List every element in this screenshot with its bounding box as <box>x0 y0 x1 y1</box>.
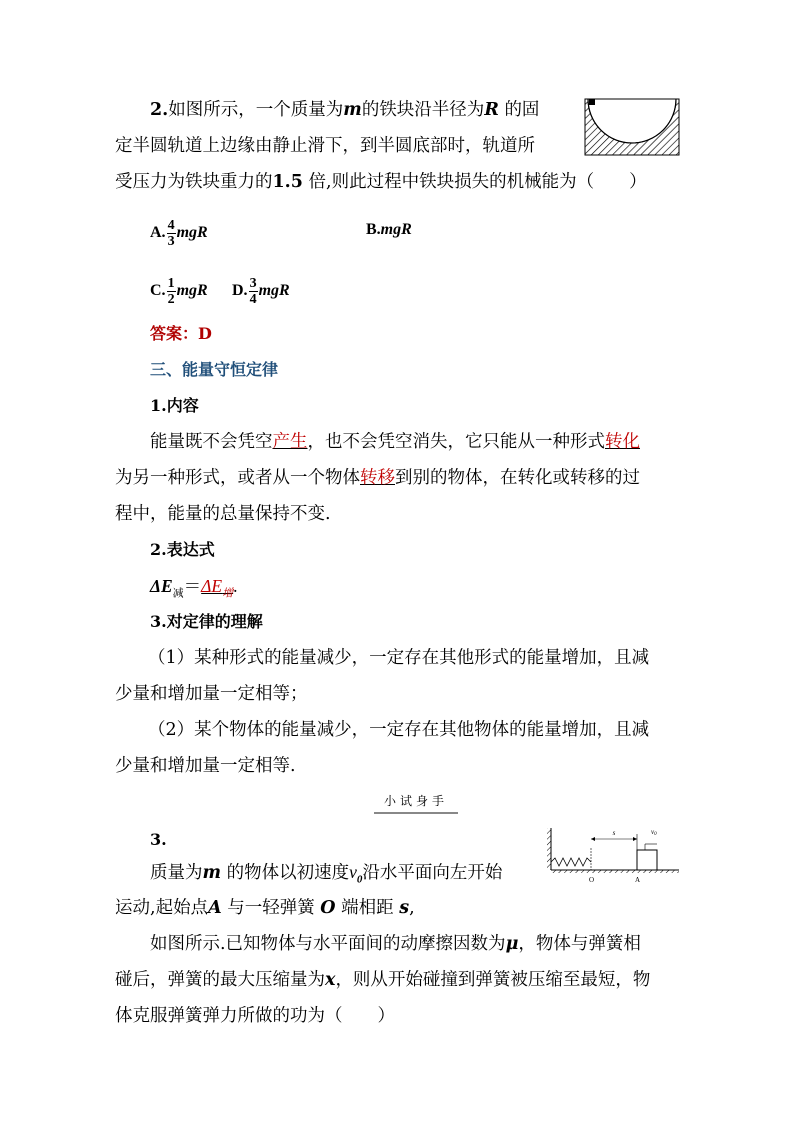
q3-line-5: 体克服弹簧弹力所做的功为（ ） <box>115 1006 395 1026</box>
expression: $\Delta E_减=\Delta E_增$. <box>150 576 238 600</box>
spring-block-figure <box>545 824 681 884</box>
understanding-1a: （1）某种形式的能量减少，一定存在其他形式的能量增加，且减 <box>148 648 650 668</box>
svg-text:v0: v0 <box>651 828 657 837</box>
spring <box>551 858 591 866</box>
q3-line-4: 碰后，弹簧的最大压缩量为x，则从开始碰撞到弹簧被压缩至最短，物 <box>115 970 651 990</box>
blank-expression: $\Delta E_增$ <box>201 576 234 600</box>
blank-transfer: 转移 <box>360 468 395 488</box>
option-a[interactable]: A. $\frac{4}{3}$ mgR <box>150 218 208 249</box>
q2-line-1: 2.如图所示，一个质量为m的铁块沿半径为R 的固 <box>150 100 540 120</box>
svg-text:O: O <box>589 876 595 884</box>
subheading-content: 1.内容 <box>150 396 199 415</box>
option-c[interactable]: C. $\frac{1}{2}$ mgR <box>150 276 208 307</box>
q2-line-2: 定半圆轨道上边缘由静止滑下，到半圆底部时，轨道所 <box>115 136 535 156</box>
option-d[interactable]: D. $\frac{3}{4}$ mgR <box>232 276 290 307</box>
practice-badge: 小试身手 <box>383 794 448 808</box>
understanding-2b: 少量和增加量一定相等. <box>115 756 296 776</box>
blank-convert: 转化 <box>605 432 640 452</box>
content-line-1: 能量既不会凭空产生，也不会凭空消失，它只能从一种形式转化 <box>150 432 640 452</box>
block <box>637 850 657 870</box>
svg-text:s: s <box>612 829 616 837</box>
q3-number: 3. <box>150 830 167 849</box>
badge-underline <box>374 812 458 814</box>
svg-text:A: A <box>635 876 641 884</box>
understanding-2a: （2）某个物体的能量减少，一定存在其他物体的能量增加，且减 <box>148 720 650 740</box>
understanding-1b: 少量和增加量一定相等； <box>115 684 308 704</box>
subheading-understanding: 3.对定律的理解 <box>150 612 263 631</box>
iron-block <box>589 99 595 105</box>
q3-line-2: 运动,起始点A 与一轻弹簧 O 端相距 s, <box>115 898 415 918</box>
q2-line-3: 受压力为铁块重力的1.5 倍,则此过程中铁块损失的机械能为（ ） <box>115 172 647 192</box>
q3-line-3: 如图所示.已知物体与水平面间的动摩擦因数为μ，物体与弹簧相 <box>150 934 641 954</box>
subheading-expression: 2.表达式 <box>150 540 215 559</box>
answer: 答案：D <box>150 324 212 343</box>
content-line-3: 程中，能量的总量保持不变. <box>115 504 331 524</box>
blank-produce: 产生 <box>272 432 308 452</box>
option-b[interactable]: B.mgR <box>366 221 412 238</box>
content-line-2: 为另一种形式，或者从一个物体转移到别的物体，在转化或转移的过 <box>115 468 640 488</box>
section-heading: 三、能量守恒定律 <box>150 360 279 379</box>
semicircle-track-figure <box>584 98 680 156</box>
q3-line-1: 质量为m 的物体以初速度$v_0$沿水平面向左开始 <box>150 862 503 886</box>
